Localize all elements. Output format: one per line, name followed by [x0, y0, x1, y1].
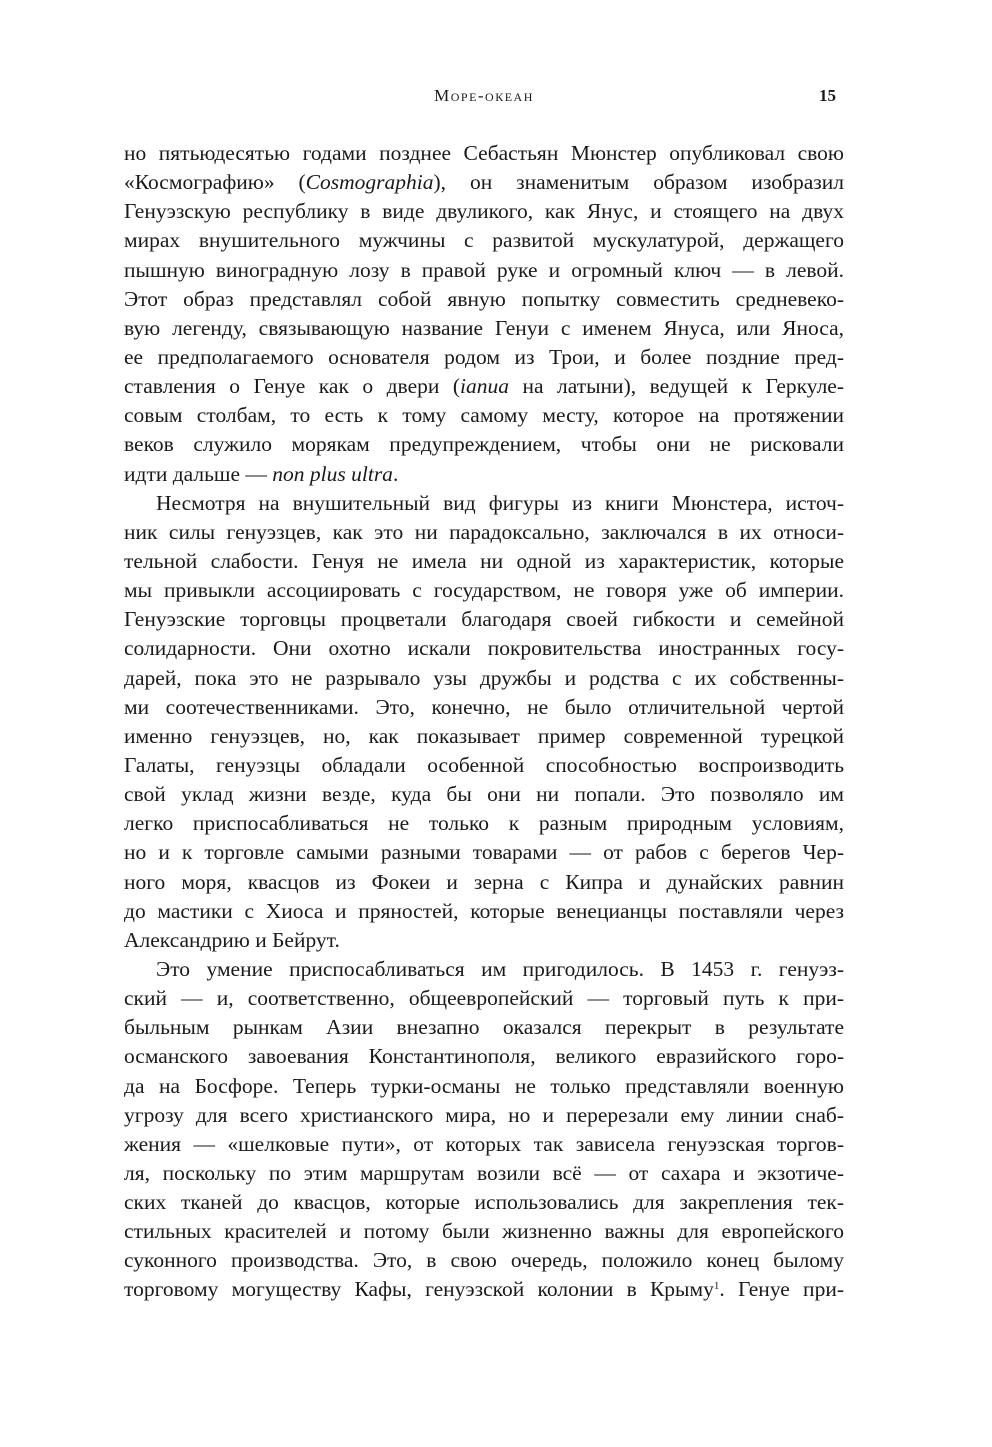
text-line [124, 809, 844, 838]
text-segment: тельной слабости. Генуя не имела ни одной из характеристик, которые [124, 548, 844, 573]
text-segment: ее предполагаемого основателя родом из Трои, и более поздние пред- [124, 344, 844, 369]
text-line [124, 868, 844, 897]
text-line [124, 751, 844, 780]
text-segment: совым столбам, то есть к тому самому месту, которое на протяжении [124, 403, 844, 428]
text-line [124, 1275, 844, 1304]
text-segment: ставления о Генуе как о двери ( [124, 374, 461, 399]
running-head-title: Море-океан [434, 86, 534, 105]
italic-text: non plus ultra [272, 461, 393, 486]
text-line [124, 838, 844, 867]
italic-text: Cosmographia [305, 170, 434, 195]
text-line [124, 1072, 844, 1101]
footnote-ref[interactable]: 1 [713, 1280, 720, 1293]
text-line [124, 780, 844, 809]
text-line [124, 1217, 844, 1246]
text-line [124, 226, 844, 255]
text-segment: «Космографию» ( [124, 170, 306, 195]
text-segment: веков служило морякам предупреждением, чтобы они не рисковали [124, 432, 844, 457]
italic-text: ianua [460, 374, 509, 399]
text-segment: . Генуе при- [719, 1277, 844, 1302]
text-line [124, 460, 844, 489]
paragraph [124, 489, 844, 955]
text-line [124, 1159, 844, 1188]
text-segment: . [392, 461, 399, 486]
text-line [124, 984, 844, 1013]
running-head [124, 86, 844, 116]
text-segment: угрозу для всего христианского мира, но и перерезали ему линии снаб- [124, 1102, 844, 1127]
text-segment: пышную виноградную лозу в правой руке и огромный ключ — в левой. [124, 257, 844, 282]
text-line [124, 489, 844, 518]
text-segment: жения — «шелковые пути», от которых так зависела генуэзская торгов- [124, 1131, 844, 1156]
text-segment: ), он знаменитым образом изобразил [433, 170, 844, 195]
text-line [124, 576, 844, 605]
text-segment: торговому могуществу Кафы, генуэзской колонии в Крыму [124, 1277, 714, 1302]
text-line [124, 372, 844, 401]
text-segment: ских тканей до квасцов, которые использовались для закрепления тек- [124, 1190, 844, 1215]
text-line [124, 256, 844, 285]
text-segment: стильных красителей и потому были жизненно важны для европейского [124, 1219, 844, 1244]
page-number: 15 [819, 86, 836, 105]
text-segment: легко приспосабливаться не только к разным природным условиям, [124, 811, 844, 836]
text-line [124, 168, 844, 197]
text-segment: но пятьюдесятью годами позднее Себастьян Мюнстер опубликовал свою [124, 141, 844, 165]
text-segment: до мастики с Хиоса и пряностей, которые венецианцы поставляли через [124, 898, 844, 923]
text-segment: но и к торговле самыми разными товарами — от рабов с берегов Чер- [124, 840, 844, 865]
text-segment: Генуэзские торговцы процветали благодаря своей гибкости и семейной [124, 607, 844, 632]
text-line [124, 1130, 844, 1159]
paragraph [124, 139, 844, 489]
text-line [124, 722, 844, 751]
text-line [124, 1246, 844, 1275]
text-line [124, 547, 844, 576]
text-line [124, 634, 844, 663]
text-line [124, 430, 844, 459]
text-line [124, 1042, 844, 1071]
text-segment: османского завоевания Константинополя, великого евразийского горо- [124, 1044, 844, 1069]
text-segment: ми соотечественниками. Это, конечно, не было отличительной чертой [124, 694, 844, 719]
body-text [124, 139, 844, 1305]
text-segment: ский — и, соответственно, общеевропейский — торговый путь к при- [124, 986, 844, 1011]
text-segment: ля, поскольку по этим маршрутам возили всё — от сахара и экзотиче- [124, 1160, 844, 1185]
text-segment: солидарности. Они охотно искали покровительства иностранных госу- [124, 636, 844, 661]
text-segment: да на Босфоре. Теперь турки-османы не только представляли военную [124, 1073, 844, 1098]
text-line [124, 285, 844, 314]
text-line [124, 693, 844, 722]
text-line [124, 197, 844, 226]
text-line [124, 139, 844, 168]
text-segment: вую легенду, связывающую название Генуи с именем Януса, или Яноса, [124, 315, 844, 340]
text-line [124, 1013, 844, 1042]
text-line [124, 955, 844, 984]
text-line [124, 518, 844, 547]
text-segment: Галаты, генуэзцы обладали особенной способностью воспроизводить [124, 752, 844, 777]
text-line [124, 1101, 844, 1130]
text-segment: Это умение приспосабливаться им пригодилось. В 1453 г. генуэз- [156, 956, 844, 981]
text-segment: свой уклад жизни везде, куда бы они ни попали. Это позволяло им [124, 782, 844, 807]
text-segment: мы привыкли ассоциировать с государством, не говоря уже об империи. [124, 578, 844, 603]
text-line [124, 897, 844, 926]
text-line [124, 664, 844, 693]
text-segment: Несмотря на внушительный вид фигуры из книги Мюнстера, источ- [156, 490, 844, 515]
text-line [124, 605, 844, 634]
text-segment: ник силы генуэзцев, как это ни парадоксально, заключался в их относи- [124, 519, 844, 544]
text-segment: дарей, пока это не разрывало узы дружбы и родства с их собственны- [124, 665, 844, 690]
paragraph [124, 955, 844, 1305]
text-segment: мирах внушительного мужчины с развитой мускулатурой, держащего [124, 228, 844, 253]
text-segment: на латыни), ведущей к Геркуле- [509, 374, 845, 399]
text-line [124, 401, 844, 430]
text-segment: ного моря, квасцов из Фокеи и зерна с Кипра и дунайских равнин [124, 869, 844, 894]
text-segment: суконного производства. Это, в свою очередь, положило конец былому [124, 1248, 844, 1273]
text-segment: быльным рынкам Азии внезапно оказался перекрыт в результате [124, 1015, 844, 1040]
text-line [124, 343, 844, 372]
text-segment: Александрию и Бейрут. [124, 927, 340, 952]
text-segment: Генуэзскую республику в виде двуликого, как Янус, и стоящего на двух [124, 199, 844, 224]
text-line [124, 926, 844, 955]
text-segment: именно генуэзцев, но, как показывает пример современной турецкой [124, 723, 844, 748]
text-line [124, 1188, 844, 1217]
text-segment: Этот образ представлял собой явную попытку совместить средневеко- [124, 286, 844, 311]
text-segment: идти дальше — [124, 461, 273, 486]
text-line [124, 314, 844, 343]
